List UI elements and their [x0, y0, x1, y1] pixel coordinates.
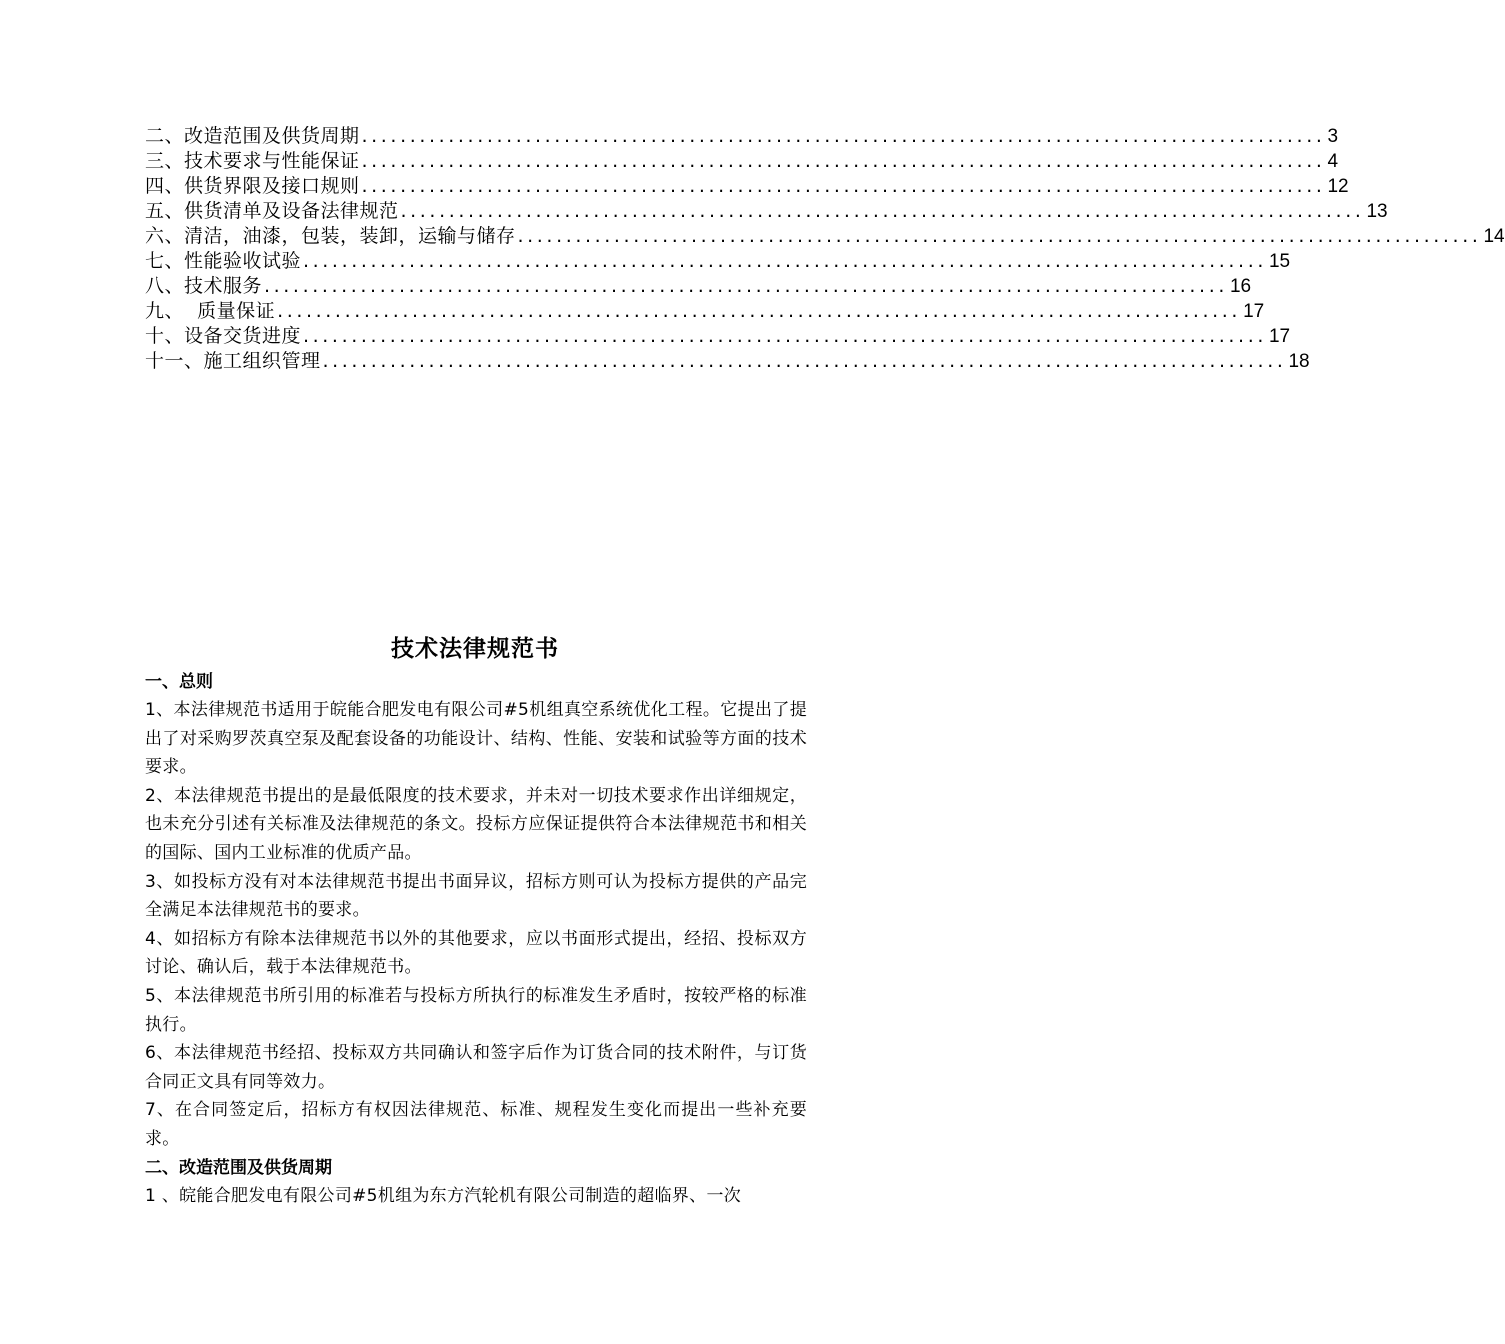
toc-entry[interactable] — [145, 349, 1310, 374]
toc-entry-title: 七、性能验收试验 — [145, 250, 302, 272]
document-title: 技术法律规范书 — [391, 636, 559, 662]
toc-entry[interactable] — [145, 224, 1505, 249]
toc-entry[interactable] — [145, 149, 1339, 174]
toc-entry-title: 九、 质量保证 — [145, 300, 276, 322]
scope-clause-1: 1 、皖能合肥发电有限公司#5机组为东方汽轮机有限公司制造的超临界、一次 — [145, 1185, 742, 1206]
toc-entry-title: 十一、施工组织管理 — [145, 350, 321, 372]
general-clause-7: 7、在合同签定后，招标方有权因法律规范、标准、规程发生变化而提出一些补充要求。 — [145, 1100, 807, 1149]
toc-leader-dots: .................................................................................................... — [264, 275, 1228, 297]
toc-entry-page: 14 — [1483, 226, 1505, 247]
toc-entry-page: 18 — [1288, 351, 1310, 372]
general-clause-6: 6、本法律规范书经招、投标双方共同确认和签字后作为订货合同的技术附件，与订货合同正文具有同等效力。 — [145, 1043, 807, 1092]
toc-entry-title: 五、供货清单及设备法律规范 — [145, 200, 399, 222]
toc-leader-dots: .................................................................................................... — [322, 350, 1287, 372]
toc-leader-dots: .................................................................................................... — [277, 300, 1242, 322]
toc-entry-page: 15 — [1268, 251, 1291, 272]
toc-entry-page: 17 — [1243, 301, 1265, 322]
general-clause-3: 3、如投标方没有对本法律规范书提出书面异议，招标方则可认为投标方提供的产品完全满足本法律规范书的要求。 — [145, 871, 807, 921]
toc-leader-dots: .................................................................................................... — [361, 175, 1326, 197]
toc-leader-dots: .................................................................................................... — [303, 250, 1267, 272]
toc-entry-title: 八、技术服务 — [145, 275, 263, 297]
toc-entry-page: 16 — [1229, 276, 1252, 297]
document-body — [145, 668, 807, 1210]
toc-entry-page: 4 — [1327, 151, 1339, 172]
toc-leader-dots: .................................................................................................... — [361, 125, 1326, 147]
general-clause-1: 1、本法律规范书适用于皖能合肥发电有限公司#5机组真空系统优化工程。它提出了提出了对采购罗茨真空泵及配套设备的功能设计、结构、性能、安装和试验等方面的技术要求。 — [145, 700, 807, 778]
toc-entry-page: 3 — [1327, 126, 1339, 147]
section-heading-scope: 二、改造范围及供货周期 — [145, 1157, 332, 1178]
toc-entry-title: 二、改造范围及供货周期 — [145, 125, 360, 147]
toc-entry[interactable] — [145, 199, 1388, 224]
toc-entry-title: 四、供货界限及接口规则 — [145, 175, 360, 197]
toc-entry[interactable] — [145, 324, 1291, 349]
toc-entry[interactable] — [145, 174, 1349, 199]
toc-entry-title: 六、清洁，油漆，包装，装卸，运输与储存 — [145, 225, 516, 247]
toc-entry-title: 十、设备交货进度 — [145, 325, 302, 347]
toc-leader-dots: .................................................................................................... — [400, 200, 1365, 222]
toc-leader-dots: .................................................................................................... — [361, 150, 1326, 172]
section-heading-general: 一、总则 — [145, 672, 213, 692]
toc-leader-dots: .................................................................................................... — [303, 325, 1267, 347]
toc-entry[interactable] — [145, 124, 1339, 149]
toc-entry[interactable] — [145, 299, 1265, 324]
table-of-contents — [145, 124, 1505, 374]
general-clause-2: 2、本法律规范书提出的是最低限度的技术要求，并未对一切技术要求作出详细规定，也未充分引述有关标准及法律规范的条文。投标方应保证提供符合本法律规范书和相关的国际、国内工业标准的优质产品。 — [145, 785, 807, 863]
toc-leader-dots: .................................................................................................... — [517, 225, 1482, 247]
toc-entry[interactable] — [145, 249, 1291, 274]
general-clause-4: 4、如招标方有除本法律规范书以外的其他要求，应以书面形式提出，经招、投标双方讨论、确认后，载于本法律规范书。 — [145, 928, 807, 978]
toc-entry-title: 三、技术要求与性能保证 — [145, 150, 360, 172]
toc-entry-page: 13 — [1366, 201, 1388, 222]
toc-entry-page: 17 — [1268, 326, 1291, 347]
toc-entry-page: 12 — [1327, 176, 1349, 197]
toc-entry[interactable] — [145, 274, 1252, 299]
general-clause-5: 5、本法律规范书所引用的标准若与投标方所执行的标准发生矛盾时，按较严格的标准执行。 — [145, 985, 807, 1035]
